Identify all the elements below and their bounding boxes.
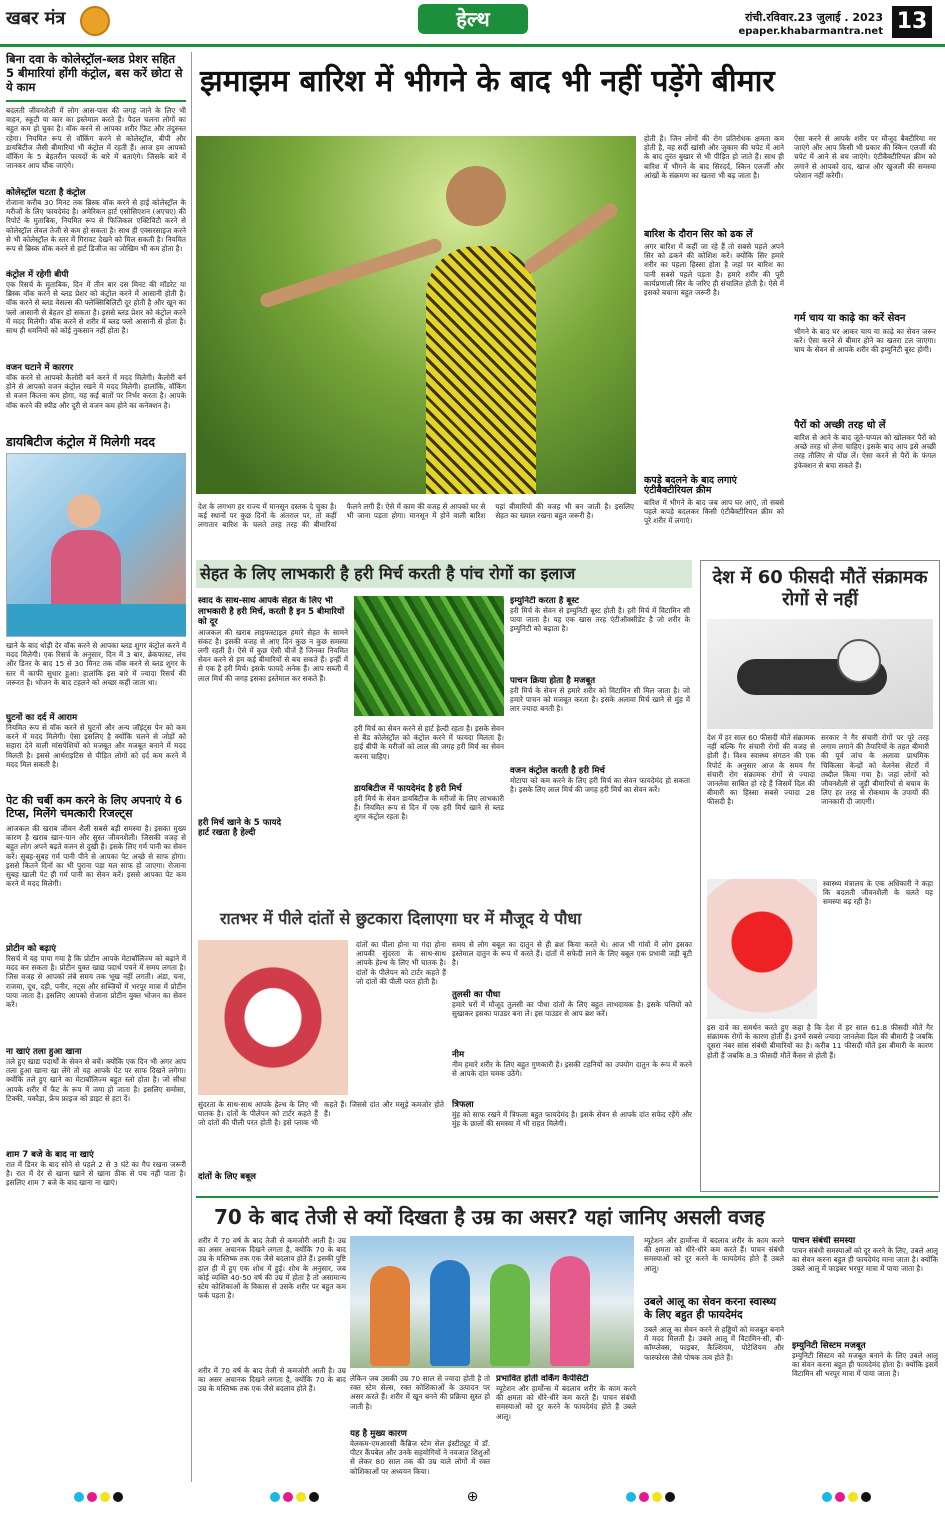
walking-sub2: कंट्रोल में रहेगी बीपी	[6, 270, 69, 280]
masthead-rule	[0, 44, 945, 47]
chilli-col3	[510, 596, 690, 896]
chilli-sub2: हार्ट रखता है हेल्दी	[198, 827, 256, 838]
yoga-photo	[6, 453, 186, 637]
teeth-sub2: तुलसी का पौधा	[452, 990, 501, 1000]
age-sub5: इम्युनिटी सिस्टम मजबूत	[792, 1341, 866, 1351]
infect-p4: स्वास्थ्य मंत्रालय के एक अधिकारी ने कहा कि बदलती जीवनशैली के चलते यह समस्या बढ़ रही है।	[823, 879, 933, 907]
chilli-p5: हरी मिर्च के सेवन से हमारे शरीर को विटामिन सी मिल जाता है। जो हमारे पाचन को मजबूत करता है। इसके अलावा मिर्च खाने से मुंह में लार ज्यादा बनती है।	[510, 686, 690, 714]
lead-p7: बारिश से आने के बाद जूते-चप्पल को खोलकर पैरों को अच्छे तरह धो लेना चाहिए। इसके बाद आप इसे अच्छी तरह तौलिए से पोंछ लें। ऐसा करने से पैरों के फंगल इंफेक्शन से बचा सकते हैं।	[794, 433, 936, 470]
infect-box	[700, 560, 940, 1192]
chilli-p2: हरी मिर्च का सेवन करने से हार्ट हेल्दी रहता है। इसके सेवन से बैड कोलेस्ट्रॉल को कंट्रोल करने में फायदा मिलता है। हाई बीपी के मरीजों को लाल की जगह हरी मिर्च का सेवन करना चाहिए।	[354, 724, 504, 761]
belly-p1: आजकल की खराब जीवन शैली सबसे बड़ी समस्या है। इसका मुख्य कारण है खराब खान-पान और सुस्त जीवनशैली। जिसकी वजह से बहुत लोग अपने बढ़ते वजन से दुखी हैं। इसके लिए गर्म पानी का सेवन करें। सुबह-सुबह गर्म पानी पीने से आपका पेट अच्छे से साफ होगा। इससे कितने दिनों का भी पुराना पड़ा मल साफ हो जाएगा। रोजाना सुबह खाली पेट ही गर्म पानी का सेवन करें। इससे आपका पेट कम करने में मदद मिलेगी।	[6, 824, 186, 889]
fried-food-sub: ना खाएं तला हुआ खाना	[6, 1047, 82, 1057]
lead-sub4: पैरों को अच्छी तरह धो लें	[794, 420, 886, 431]
walking-sub1: कोलेस्ट्रॉल घटता है कंट्रोल	[6, 188, 86, 198]
seniors-exercise-photo	[350, 1236, 634, 1368]
dinner-sub: शाम 7 बजे के बाद ना खाएं	[6, 1150, 94, 1160]
age-p6: उबले आलू का सेवन करने से हड्डियों को मजबूत बनाने में मदद मिलती है। उबले आलू में विटामिन-सी, बी-कॉम्प्लेक्स, फाइबर, कैल्शियम, पोटेशियम और फास्फोरस जैसे पोषक तत्व होते हैं।	[644, 1325, 784, 1362]
teeth-p1: दांतों का पीला होना या गंदा होना आपकी सुंदरता के साथ-साथ आपके हेल्थ के लिए भी घातक है। दांतों के पीलेपन को टार्टर कहते हैं जो दांतों की पीली परत होती है।	[356, 940, 446, 986]
diabetes-headline: डायबिटीज कंट्रोल में मिलेगी मदद	[6, 434, 156, 449]
knee-p1: नियमित रूप से वॉक करने से घुटनों और अन्य जॉइंट्स पेन को कम करने में मदद मिलेगी। ऐसा इसलिए है क्योंकि चलने से जोड़ों को सहारा देने वाली मांसपेशियों को मजबूत और मजबूत बनाने में मदद मिलती है। इससे आर्थराइटिस से पीड़ित लोगों को दर्द कम करने में मदद मिल सकती है।	[6, 723, 186, 769]
lead-p3: अगर बारिश में कहीं जा रहे हैं तो सबसे पहले अपने सिर को ढकने की कोशिश करें। क्योंकि सिर हमारे शरीर का पहला हिस्सा होता है जहां पर बारिश का पानी सबसे पहले पड़ता है। हमारे शरीर की पूरी कार्यप्रणाली सिर के जरिए ही संचालित होती है। ऐसे में इसको बचाना बहुत जरूरी है।	[644, 242, 784, 298]
infect-headline: देश में 60 फीसदी मौतें संक्रामक रोगों से नहीं	[712, 567, 928, 610]
rain-woman-photo	[196, 136, 636, 494]
age-sub1: यह है मुख्य कारण	[350, 1429, 407, 1439]
age-p2: शरीर में 70 वर्ष के बाद तेजी से कमजोरी आती है। उम्र का असर अचानक दिखने लगता है, क्योंकि 70 के बाद उम्र के मस्तिष्क तक एक जैसे बदलाव होते हैं।	[198, 1366, 346, 1394]
chilli-sub6: वजन कंट्रोल करती है हरी मिर्च	[510, 766, 605, 776]
green-chilli-photo	[354, 596, 504, 716]
protein-sub: प्रोटीन को बढ़ाएं	[6, 944, 56, 954]
lead-p1: देश के लगभग हर राज्य में मानसून दस्तक दे चुका है। कई स्थानों पर कुछ दिनों के अंतराल पर, तो कहीं लगातार बारिश के चलते तरह तरह की बीमारियां फैलने लगी हैं। ऐसे में काम की वजह से आपको घर से भी जाना पड़ता होगा। मानसून में होने वाली बारिश यहां बीमारियों की वजह भी बन जाती है। इसलिए सेहत का ख्याल रखना बहुत जरूरी है।	[198, 502, 634, 530]
age-sub3: उबले आलू का सेवन करना स्वास्थ्य के लिए बहुत ही फायदेमंद	[644, 1296, 777, 1321]
age-p7: पाचन संबंधी समस्याओं को दूर करने के लिए, उबले आलू का सेवन करना बहुत ही फायदेमंद माना जाता है। क्योंकि उबले आलू में फाइबर भरपूर मात्रा में पाया जाता है।	[792, 1246, 938, 1274]
chilli-sub3: डायबिटीज में फायदेमंद है हरी मिर्च	[354, 784, 462, 794]
age-col5	[792, 1236, 938, 1486]
age-col3	[496, 1374, 636, 1486]
teeth-p2: सुंदरता के साथ-साथ आपके हेल्थ के लिए भी घातक है। दांतों के पीलेपन को टार्टर कहते हैं जो दांतों की पीली परत होती है। इसे प्लाक भी कहते हैं। जिससे दांत और मसूड़े कमजोर होते हैं।	[198, 1100, 444, 1128]
lead-p6: भीगने के बाद घर आकर चाय या काढ़े का सेवन जरूर करें। ऐसा करने से बीमार होने का खतरा टल जाएगा। चाय के सेवन से आपके शरीर की इम्युनिटी बूस्ट होगी।	[794, 327, 936, 355]
age-col1	[198, 1236, 346, 1486]
age-col2	[350, 1374, 490, 1486]
belly-fat-headline: पेट की चर्बी कम करने के लिए अपनाएं ये 6 टिप्स, मिलेंगे चमत्कारी रिजल्ट्स	[6, 794, 183, 820]
masthead	[0, 0, 945, 44]
age-sub4: पाचन संबंधी समस्या	[792, 1236, 856, 1246]
walking-p1: बदलती जीवनशैली में लोग आस-पास की जगह जाने के लिए भी वाहन, स्कूटी या कार का इस्तेमाल करते हैं। पैदल चलना लोगों का बहुत कम हो चुका है। वॉक करने से आपका शरीर फिट और तंदुरुस्त रहेगा। नियमित रूप से वॉकिंग करने से कोलेस्ट्रॉल, बीपी और डायबिटीज जैसी बीमारियां भी कंट्रोल में रहती हैं। आज हम आपको वॉकिंग के 5 बेहतरीन फायदों के बारे में बताएंगे। जिसके बारे में जानकर आप चौंक जाएंगे।	[6, 106, 186, 171]
age-divider	[196, 1196, 938, 1198]
lead-sub3: गर्म चाय या काढ़े का करें सेवन	[794, 313, 906, 324]
left-column	[6, 52, 186, 1482]
age-headline: 70 के बाद तेजी से क्यों दिखता है उम्र का असर? यहां जानिए असली वजह	[214, 1205, 765, 1229]
chilli-p6: मोटापा को कम करने के लिए हरी मिर्च का सेवन फायदेमंद हो सकता है। इसके लिए लाल मिर्च की जगह हरी मिर्च का सेवन करें।	[510, 776, 690, 795]
chilli-sub4: इम्युनिटी करता है बूस्ट	[510, 596, 579, 606]
lead-p5: ऐसा करने से आपके शरीर पर मौजूद बैक्टीरिया मर जाएंगे और आप किसी भी प्रकार की स्किन एलर्जी की चपेट में आने से बच जाएंगे। एंटीबैक्टीरियल क्रीम को लगाने से आपको दाद, खाज और खुजली की समस्या परेशान नहीं करेगी।	[794, 134, 936, 180]
teeth-sub4: त्रिफला	[452, 1100, 474, 1110]
chilli-col2	[354, 724, 504, 896]
age-p5b: म्यूटेशन और हार्मोन्स में बदलाव शरीर के काम करने की क्षमता को धीरे-धीरे कम करते हैं। पाचन संबंधी समस्याओं को दूर करने के फायदेमंद होते हैं उबले आलू।	[644, 1236, 784, 1273]
epaper-link[interactable]: epaper.khabarmantra.net	[738, 26, 883, 37]
walking-p3: एक रिसर्च के मुताबिक, दिन में तीन बार दस मिनट की मॉडरेट या ब्रिस्क वॉक करने से ब्लड प्रेशर को कंट्रोल करने में आसानी होती है। वॉक करने से ब्लड वेसल्स की फ्लेक्सिबिलिटी दूर होती है और खून का फ्लो आसानी से बेहतर हो सकता है। इससे ब्लड प्रेशर को कंट्रोल करने में मदद मिलेगी। वॉक करने से शरीर में ब्लड फ्लो आसानी से होता है। साथ ही धमनियों को कोई नुकसान नहीं होता है।	[6, 280, 186, 336]
chilli-col1	[198, 596, 348, 896]
chilli-p1: आजकल की खराब लाइफस्टाइल हमारे सेहत के सामने संकट है। इसकी वजह से आए दिन कुछ न कुछ समस्या लगी रहती है। ऐसे में कुछ ऐसी चीजें हैं जिनका नियमित सेवन करने से हम कई बीमारियों से बच सकते हैं। इन्हीं में से एक है हरी मिर्च। इसके फायदे अनेक हैं। आप सब्जी में लाल मिर्च की जगह इसका इस्तेमाल कर सकते हैं।	[198, 627, 348, 683]
lead-sub1: बारिश के दौरान सिर को ढक लें	[644, 229, 753, 240]
lead-sub2: कपड़े बदलने के बाद लगाएं एंटीबैक्टीरियल क्रीम	[644, 475, 737, 496]
chilli-headline: सेहत के लिए लाभकारी है हरी मिर्च करती है पांच रोगों का इलाज	[200, 564, 576, 583]
age-p1: शरीर में 70 वर्ष के बाद तेजी से कमजोरी आती है। उम्र का असर अचानक दिखने लगता है, क्योंकि 70 के बाद उम्र के मस्तिष्क तक एक जैसे बदलाव होते हैं। इसकी पुष्टि हाल ही में हुए एक शोध में हुई। शोध के अनुसार, जब कोई व्यक्ति 40-50 वर्ष की उम्र में होता है तो असामान्य स्टेम कोशिकाओं के विकास से उसके शरीर पर बहुत कम फर्क पड़ता है।	[198, 1236, 346, 1301]
walking-p4: वॉक करने से आपको कैलोरी बर्न करने में मदद मिलेगी। कैलोरी बर्न होने से आपको वजन कंट्रोल रखने में मदद मिलेगी। हालांकि, वॉकिंग से वजन कितना कम होगा, यह कई बातों पर निर्भर करता है। आपके वॉक करने की स्पीड और दूरी से वजन कम होने का कनेक्शन है।	[6, 373, 186, 410]
walking-p2: रोजाना करीब 30 मिनट तक ब्रिस्क वॉक करने से हाई कोलेस्ट्रॉल के मरीजों के लिए फायदेमंद है। अमेरिकन हार्ट एसोसिएशन (अएचए) की रिपोर्ट के मुताबिक, नियमित रूप से फिजिकल एक्टिविटी करने से कोलेस्ट्रॉल लेवल तेजी से कम हो सकता है। साथ ही एक्सरसाइज करने से भी कोलेस्ट्रॉल के स्तर में गिरावट देखने को मिल सकती है। नियमित रूप से ब्रिस्क वॉक करने से हार्ट डिजीज का जोखिम भी कम होता है।	[6, 198, 186, 254]
teeth-p3: समय से लोग बबूल का दातुन से ही ब्रश किया करते थे। आज भी गांवों में लोग इसका इस्तेमाल दातुन के रूप में करते हैं। दांतों में सफेदी लाने के लिए बबूल एक प्रभावी जड़ी बूटी है।	[452, 940, 692, 968]
dinner-p1: रात में डिनर के बाद सोने से पहले 2 से 3 घंटे का गैप रखना जरूरी है। रात में देर से खाना खाने से खाना ठीक से पच नहीं पाता है। इसलिए शाम 7 बजे के बाद खाना ना खाएं।	[6, 1160, 186, 1188]
divider	[6, 100, 186, 102]
lead-p4: बारिश में भीगने के बाद जब आप घर आएं, तो सबसे पहले कपड़े बदलकर किसी एंटीबैक्टीरियल क्रीम को पूरे शरीर में लगाएं।	[644, 498, 784, 526]
infect-p3: इस दावे का समर्थन करते हुए कहा है कि देश में हर साल 61.8 फीसदी मौतें गैर संक्रामक रोगों के कारण होती हैं। इनमें सबसे ज्यादा जानलेवा दिल की बीमारी है जबकि दूसरा नंबर सांस संबंधी बीमारियों का है। करीब 11 फीसदी मौतें इस बीमारी के कारण होती हैं जबकि 8.3 फीसदी मौतें कैंसर से होती हैं।	[707, 1023, 933, 1060]
chilli-p4: हरी मिर्च के सेवन से इम्युनिटी बूस्ट होती है। हरी मिर्च में विटामिन सी पाया जाता है। यह एक खास तरह एंटीऑक्सीडेंट है जो शरीर के इम्युनिटी को बढ़ाता है।	[510, 606, 690, 634]
fried-food-p1: तले हुए खाद्य पदार्थों के सेवन से बचें। क्योंकि एक दिन भी अगर आप तला हुआ खाना खा लेंगे तो यह आपके पेट पर साफ दिखने लगेगा। क्योंकि तले हुए खाने का मेटाबॉलिज्म बहुत स्लो होता है। जो सीधा आपके शरीर में फैट के रूप में जमा हो जाता है। इसलिए समोसा, टिक्की, पकौड़ा, फ्रेंच फ्राइज को डाइट से हटा दें।	[6, 1057, 186, 1103]
teeth-sub1: दांतों के लिए बबूल	[198, 1172, 256, 1182]
chilli-p3: हरी मिर्च के सेवन डायबिटीज के मरीजों के लिए लाभकारी हैं। नियमित रूप से दिन में एक हरी मिर्च खाने से ब्लड शुगर कंट्रोल रहता है।	[354, 794, 504, 822]
chilli-sub5: पाचन क्रिया होता है मजबूत	[510, 676, 596, 686]
walking-sub3: वजन घटाने में कारगर	[6, 363, 74, 373]
walking-headline: बिना दवा के कोलेस्ट्रॉल-ब्लड प्रेशर सहित 5 बीमारियां होंगी कंट्रोल, बस करें छोटा से ये काम	[6, 52, 183, 94]
infect-p2: सरकार ने गैर संचारी रोगों पर पूरे तरह लगाम लगाने की तैयारियों के तहत बीमारी की पूर्व जांच के अलावा प्राथमिक चिकित्सा केन्द्रों को वेलनेस सेंटरों में तब्दील किया गया है। जहां लोगों को जीवनशैली से जुड़ी बीमारियों से बचाव के लिए हर तरह से रोकथाम के उपायों की जानकारी दी जाएगी।	[821, 733, 929, 807]
age-p3: लेकिन जब उसकी उम्र 70 साल से ज्यादा होती है तो रक्त स्टेम सेल्स, रक्त कोशिकाओं के उत्पादन पर असर करते हैं। शरीर में खून बनने की प्रक्रिया सुस्त हो जाती है।	[350, 1374, 490, 1411]
knee-sub: घुटनों का दर्द में आराम	[6, 713, 78, 723]
teeth-p4: हमारे घरों में मौजूद तुलसी का पौधा दांतों के लिए बहुत लाभदायक है। इसके पत्तियों को सुखाकर इसका पाउडर बना लें। इस पाउडर से आप ब्रश करें।	[452, 1000, 692, 1019]
chilli-lead: स्वाद के साथ-साथ आपके सेहत के लिए भी लाभकारी है हरी मिर्च, करती है इन 5 बीमारियों को दूर	[198, 596, 345, 627]
lead-column-right	[644, 134, 784, 554]
infect-p1: देश में हर साल 60 फीसदी मौतें संक्रामक नहीं बल्कि गैर संचारी रोगों की वजह से होती हैं। विश्व स्वास्थ्य संगठन की एक रिपोर्ट के अनुसार आज के समय गैर संचारी रोग संक्रामक रोगों से ज्यादा जानलेवा साबित हो रहे हैं जिसमें दिल की बीमारी का हिस्सा सबसे ज्यादा 28 फीसदी है।	[707, 733, 815, 807]
lead-p2: होती है। जिन लोगों की रोग प्रतिरोधक क्षमता कम होती है, वह सर्दी खांसी और जुकाम की चपेट में आने के बाद तुरंत बुखार से भी पीड़ित हो जाते हैं। साथ ही बारिश में भीगने के बाद सिरदर्द, स्किन एलर्जी और आंखों के संक्रमण का खतरा भी बढ़ जाता है।	[644, 134, 784, 180]
age-p5: म्यूटेशन और हार्मोन्स में बदलाव शरीर के काम करने की क्षमता को धीरे-धीरे कम करते हैं। पाचन संबंधी समस्याओं को दूर करने के फायदेमंद होते हैं उबले आलू।	[496, 1384, 636, 1421]
column-divider	[191, 52, 192, 1482]
teeth-p5: नीम हमारे शरीर के लिए बहुत गुणकारी है। इसकी टहनियों का उपयोग दातुन के रूप में करने से आपके दांत चमक उठेंगे।	[452, 1060, 692, 1079]
age-p8: इम्युनिटी सिस्टम को मजबूत बनाने के लिए उबले आलू का सेवन करना बहुत ही फायदेमंद होता है। क्योंकि इसमें विटामिन सी भरपूर मात्रा में पाया जाता है।	[792, 1351, 938, 1379]
lead-headline: झमाझम बारिश में भीगने के बाद भी नहीं पड़ेंगे बीमार	[200, 64, 775, 99]
blood-pressure-photo	[707, 619, 933, 729]
section-tag: हेल्थ	[418, 4, 528, 34]
age-sub2: प्रभावित होती वर्किंग कैपेसिटी	[496, 1374, 589, 1384]
teeth-babool	[198, 1164, 444, 1186]
teeth-col2	[452, 940, 692, 1190]
age-p4: वेलकम-एमआरसी कैंब्रिज स्टेम सेल इंस्टीट्यूट में डॉ. पीटर कैंपबेल और उनके सहयोगियों ने नवजात शिशुओं से लेकर 80 साल तक की उम्र वाले लोगों में रक्त कोशिकाओं पर अध्ययन किया।	[350, 1439, 490, 1476]
page-number: 13	[892, 6, 932, 38]
stethoscope-heart-photo	[707, 879, 817, 1019]
diabetes-p1: खाने के बाद थोड़ी देर वॉक करने से आपका ब्लड शुगर कंट्रोल करने में मदद मिलेगी। एक रिसर्च के अनुसार, दिन में 3 बार, ब्रेकफास्ट, लंच और डिनर के बाद 15 से 30 मिनट तक वॉक करने से ब्लड शुगर के स्तर में काफी सुधार हुआ। हालांकि इस बारे में ज्यादा रिसर्च की जरूरत है। भोजन के बाद टहलने को अच्छा कहीं जाता था।	[6, 641, 186, 687]
registration-mark-icon: ⊕	[466, 1489, 479, 1505]
age-col4	[644, 1236, 784, 1486]
color-registration-bar	[0, 1490, 945, 1504]
lead-column-far-right	[794, 134, 936, 554]
smile-photo	[198, 940, 348, 1095]
protein-p1: रिसर्च में यह पाया गया है कि प्रोटीन आपके मेटाबॉलिज्म को बढ़ाने में मदद कर सकता है। प्रोटीन युक्त खाद्य पदार्थ पचने में समय लगता है। जिस वजह से आपको लंबे समय तक भूख नहीं लगती। अंडा, चना, राजमा, दूध, दही, पनीर, नट्स और सब्जियों में भरपूर मात्रा में प्रोटीन पाया जाता है। इसलिए आपको रोजाना प्रोटीन युक्त भोजन का सेवन करें।	[6, 954, 186, 1010]
teeth-headline: रातभर में पीले दांतों से छुटकारा दिलाएगा घर में मौजूद ये पौधा	[220, 909, 582, 928]
brand-logo-icon	[80, 6, 110, 36]
brand-name: खबर मंत्र	[6, 8, 66, 29]
chilli-sub1: हरी मिर्च खाने के 5 फायदे	[198, 817, 282, 828]
teeth-p6: मुंह को साफ रखने में त्रिफला बहुत फायदेमंद है। इसके सेवन से आपके दांत सफेद रहेंगे और मुंह के छालों की समस्या में भी राहत मिलेगी।	[452, 1110, 692, 1129]
teeth-sub3: नीम	[452, 1050, 465, 1060]
issue-date: रांची.रविवार.23 जुलाई . 2023	[745, 11, 883, 24]
